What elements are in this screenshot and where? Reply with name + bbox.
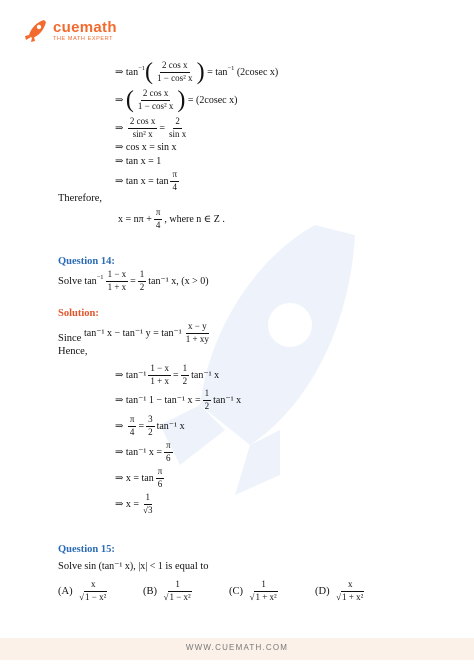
q13-step-5: ⇒ tan x = 1 [115, 156, 162, 167]
option-b[interactable]: (B) 1 √1 − x² [143, 579, 191, 602]
rocket-icon [22, 18, 48, 44]
option-a[interactable]: (A) x √1 − x² [58, 579, 107, 602]
solution-step-4: ⇒ tan⁻¹ x = $\frac{\pi}{6}$ [115, 440, 171, 463]
brand-name: cuemath [53, 18, 117, 36]
hence-text: Hence, [58, 346, 88, 357]
option-c[interactable]: (C) 1 √1 + x² [229, 579, 277, 602]
identity-formula: tan⁻¹ x − tan⁻¹ y = tan⁻¹ x − y 1 + xy [84, 321, 209, 344]
cuemath-logo[interactable] [22, 18, 117, 44]
q13-step-6: ⇒ tan x = tan π 4 [115, 169, 178, 192]
q13-step-1: ⇒ tan −1 ( 2 cos x 1 − cos² x ) = tan −1 (2cosec x) [115, 59, 279, 85]
solution-step-2: ⇒ tan⁻¹ 1 − tan⁻¹ x = $\frac{1}{2}$ tan⁻¹ x [115, 388, 242, 411]
solution-14-heading: Solution: [58, 308, 99, 319]
solution-step-6: ⇒ x = $\frac{1}{√3}$ [115, 492, 153, 515]
solution-step-5: ⇒ x = tan π 6 [115, 466, 163, 489]
therefore-text: Therefore, [58, 193, 103, 204]
solution-step-1: ⇒ tan⁻¹ $\frac{1 - x}{1 + x}$ = $\frac{1}{2}$ tan⁻¹ x [115, 363, 220, 386]
q13-step-4: ⇒ cos x = sin x [115, 142, 177, 153]
question-14-statement: Solve tan −1 $\frac{1 - x}{1 + x}$ = $\frac{1}{2}$ tan⁻¹ x, (x > 0) [58, 269, 209, 292]
q13-general-solution: x = nπ + $\frac{\pi}{4}$ , where n ∈ Z . [118, 207, 225, 230]
brand-tagline: THE MATH EXPERT [53, 35, 114, 42]
question-15-heading: Question 15: [58, 544, 115, 555]
solution-step-3: ⇒ $\frac{\pi}{4}$ = $\frac{3}{2}$ tan⁻¹ x [115, 414, 185, 437]
footer-url[interactable]: WWW.CUEMATH.COM [185, 643, 289, 652]
q13-step-2: ⇒ ( 2 cos x 1 − cos² x ) = (2cosec x) [115, 87, 238, 113]
question-15-statement: Solve sin (tan⁻¹ x), |x| < 1 is equal to [58, 561, 209, 572]
since-text: Since [58, 333, 82, 344]
q13-step-3: ⇒ $\frac{\text{2 cos x}}{\text{sin² x}}$ = $\frac{2}{\text{sin x}}$ [115, 116, 187, 139]
option-d[interactable]: (D) x √1 + x² [315, 579, 364, 602]
question-14-heading: Question 14: [58, 256, 115, 267]
